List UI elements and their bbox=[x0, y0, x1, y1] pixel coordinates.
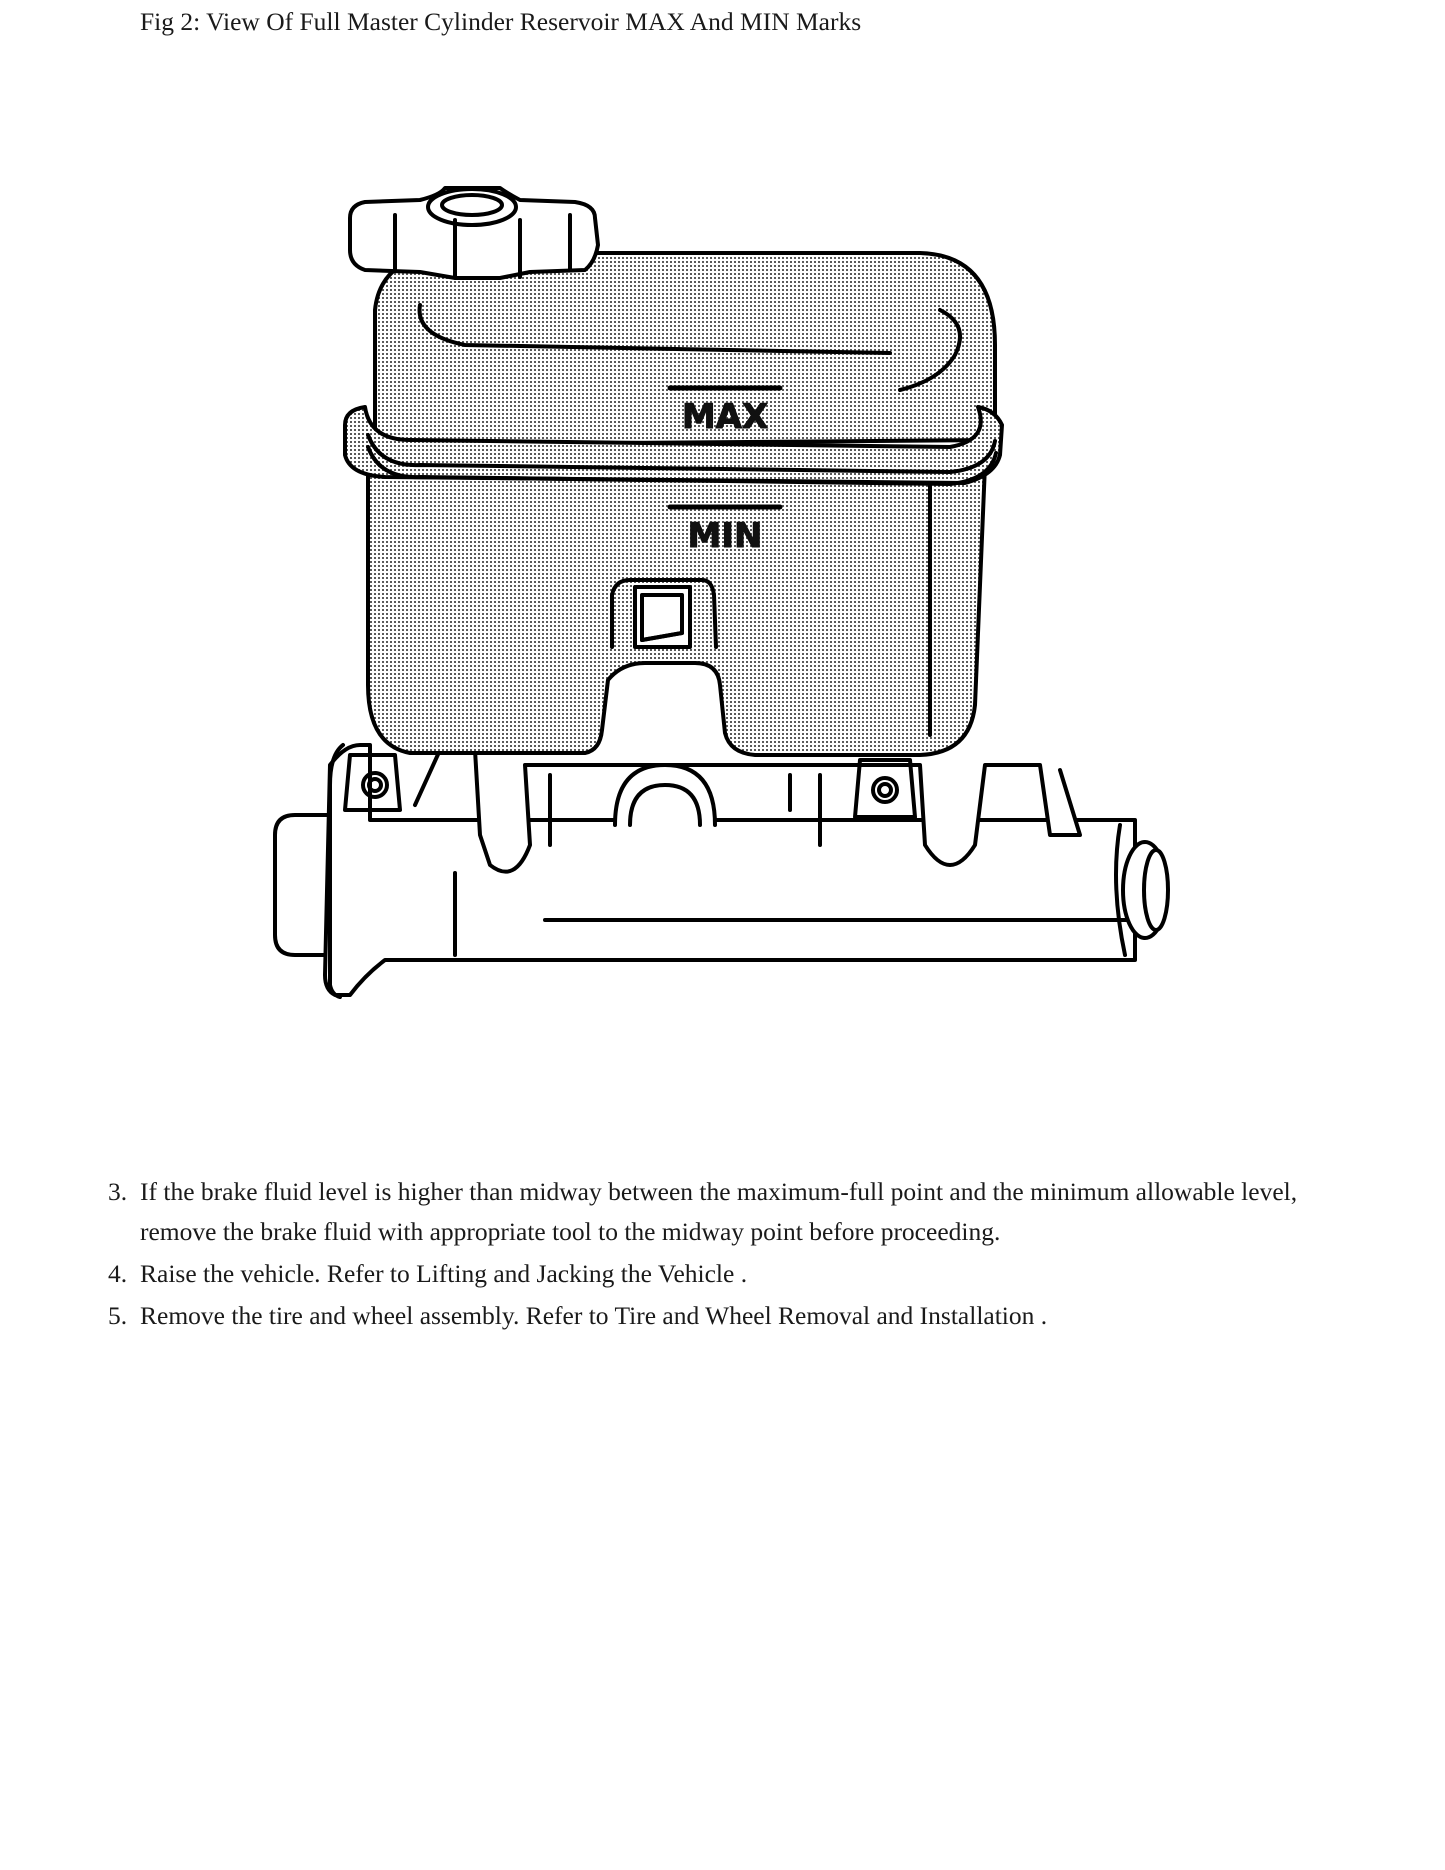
procedure-step bbox=[108, 1172, 1338, 1252]
procedure-steps bbox=[108, 1172, 1338, 1338]
master-cylinder-drawing bbox=[250, 185, 1220, 1035]
figure-caption: Fig 2: View Of Full Master Cylinder Reservoir MAX And MIN Marks bbox=[140, 7, 862, 36]
step-number: 3. bbox=[108, 1177, 128, 1206]
level-sensor-port bbox=[612, 580, 716, 647]
step-text: Raise the vehicle. Refer to Lifting and Jacking the Vehicle . bbox=[140, 1259, 748, 1288]
reservoir-cap bbox=[350, 188, 598, 278]
max-mark-label: MAX bbox=[681, 397, 769, 437]
step-text: If the brake fluid level is higher than midway between the maximum-full point and the minimum allowable level, remove the brake fluid with appropriate tool to the midway point before proceeding. bbox=[140, 1177, 1298, 1246]
master-cylinder-illustration bbox=[250, 185, 1220, 1035]
step-text: Remove the tire and wheel assembly. Refer to Tire and Wheel Removal and Installation . bbox=[140, 1301, 1048, 1330]
step-number: 5. bbox=[108, 1301, 128, 1330]
min-mark-label: MIN bbox=[687, 516, 763, 556]
step-number: 4. bbox=[108, 1259, 128, 1288]
procedure-step bbox=[108, 1296, 1338, 1336]
procedure-step bbox=[108, 1254, 1338, 1294]
